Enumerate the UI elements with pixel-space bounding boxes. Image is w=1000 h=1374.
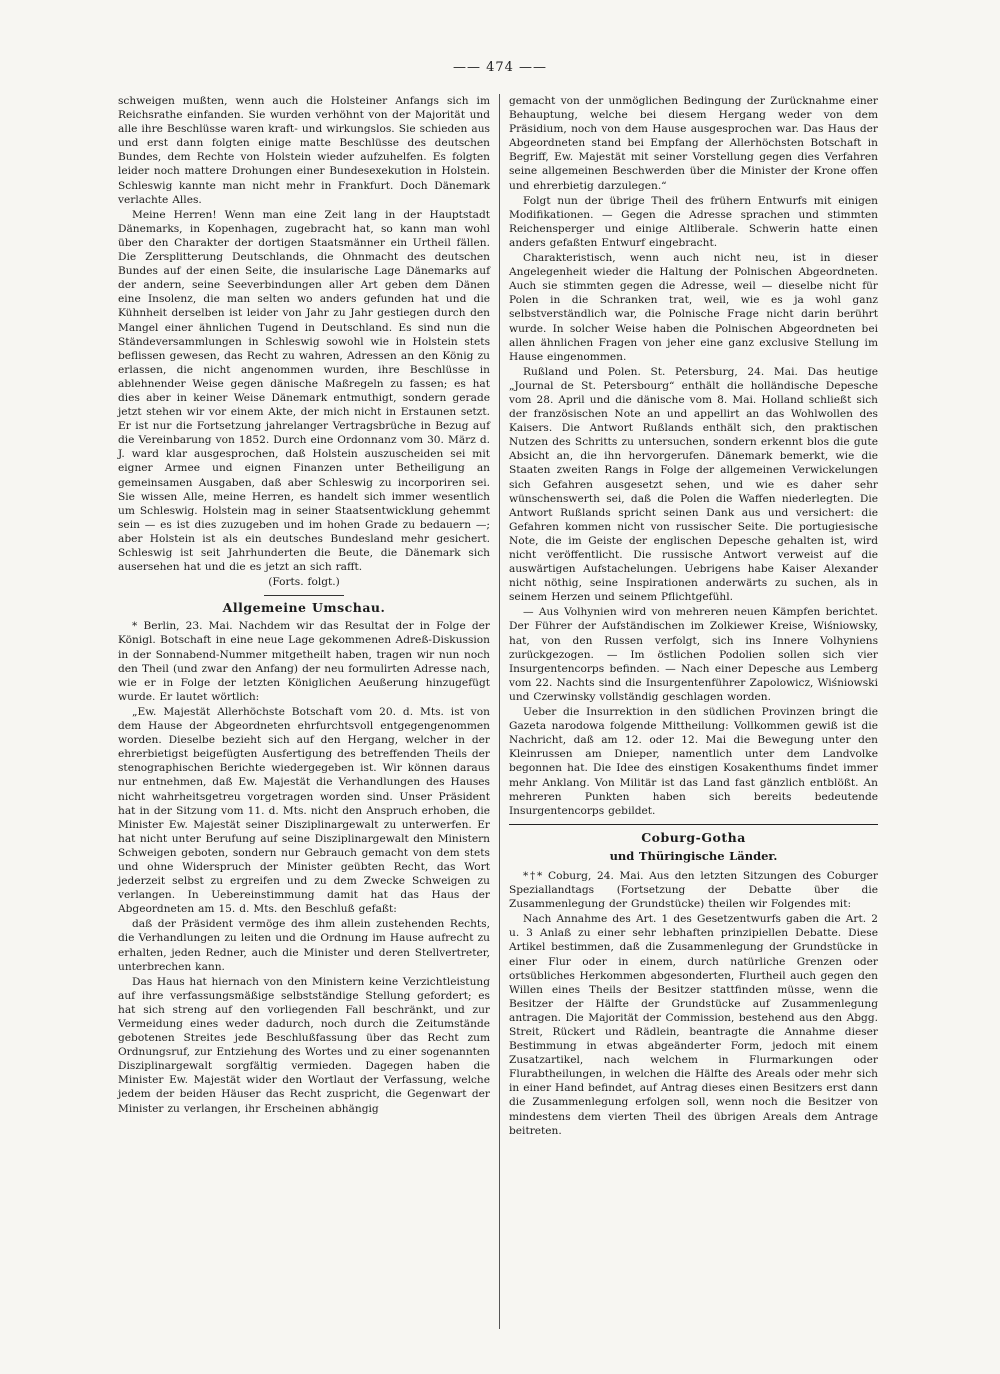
right-paragraph-2: Folgt nun der übrige Theil des frühern Entwurfs mit einigen Modifikationen. — Gegen die Adresse sprachen und stimmten Reichensperger und einige Altliberale. Schwerin hatte einen anders gefaßten Entwurf eingebracht. bbox=[509, 194, 878, 249]
section-subtitle: und Thüringische Länder. bbox=[609, 848, 778, 863]
left-paragraph-berlin: * Berlin, 23. Mai. Nachdem wir das Resultat der in Folge der Königl. Botschaft in eine neue Lage gekommenen Adreß-Diskussion in der Sonnabend-Nummer mitgetheilt haben, tragen wir nun noch den Theil (und zwar den Anfang) der neu formulirten Adresse nach, wie er in Folge der letzten Königlichen Aeußerung hinzugefügt wurde. Er lautet wörtlich: bbox=[118, 620, 490, 703]
column-divider bbox=[499, 94, 500, 1329]
continuation-note: (Forts. folgt.) bbox=[268, 576, 340, 589]
right-paragraph-1: gemacht von der unmöglichen Bedingung der Zurücknahme einer Behauptung, welche bei diesem Hergang weder von dem Präsidium, noch von dem Hause ausgesprochen war. Das Haus der Abgeordneten stand bei Empfang der Allerhöchsten Botschaft in Begriff, Ew. Majestät mit seiner Vorstellung gegen dies Verfahren seine allgemeinen Beschwerden über die Minister der Krone offen und ehrerbietig darzulegen.“ bbox=[509, 95, 878, 192]
right-column bbox=[509, 94, 878, 1354]
section-divider bbox=[509, 824, 878, 825]
left-paragraph-2: Meine Herren! Wenn man eine Zeit lang in der Hauptstadt Dänemarks, in Kopenhagen, zugebracht hat, so kann man wohl über den Charakter der dortigen Staatsmänner ein Urtheil fällen. Die Zersplitterung Deutschlands, die Ohnmacht des deutschen Bundes auf der einen Seite, die insularische Lage Dänemarks auf der andern, seine Seeverbindungen aller Art geben dem Dänen eine Insolenz, die man selten wo anders gefunden hat und die Kühnheit derselben ist leider von Jahr zu Jahr gestiegen durch den Mangel einer ähnlichen Tugend in Deutschland. Es sind nun die Ständeversammlungen in Schleswig sowohl wie in Holstein stets beflissen gewesen, das Recht zu wahren, Adressen an den König zu erlassen, die nicht angenommen wurden, ihre Beschlüsse in ablehnender Weise gegen dänische Maßregeln zu fassen; es hat dies aber in keiner Weise Dänemark entmuthigt, sondern gerade jetzt stehen wir vor einem Akte, der mich nicht in Erstaunen setzt. Er ist nur die Fortsetzung jahrelanger Vertragsbrüche in Bezug auf die Vereinbarung von 1852. Durch eine Ordonnanz vom 30. März d. J. ward klar ausgesprochen, daß Holstein auszuscheiden sei mit eigner Armee und eignen Finanzen unter Betheiligung an gemeinsamen Ausgaben, daß aber Schleswig zu incorporiren sei. Sie wissen Alle, meine Herren, es handelt sich immer wesentlich um Schleswig. Holstein mag in seiner Staatsentwicklung gehemmt sein — es ist dies zuzugeben und im hohen Grade zu bedauern —; aber Holstein ist als ein deutsches Bundesland mehr gesichert. Schleswig ist seit Jahrhunderten die Beute, die Dänemark sich ausersehen hat und die es jetzt an sich rafft. bbox=[118, 208, 490, 574]
left-column bbox=[118, 94, 490, 1329]
left-paragraph-address: „Ew. Majestät Allerhöchste Botschaft vom 20. d. Mts. ist von dem Hause der Abgeordneten ehrfurchtsvoll entgegengenommen worden. Dieselbe bezieht sich auf den Hergang, welcher in der ehrerbietigst beigefügten Ausfertigung des betreffenden Theils der stenographischen Berichte wiedergegeben ist. Wir können daraus nur entnehmen, daß Ew. Majestät die Verhandlungen des Hauses nicht wahrheitsgetreu vorgetragen worden sind. Unser Präsident hat in der Sitzung vom 11. d. Mts. nicht den Anspruch erhoben, die Minister Ew. Majestät seiner Disziplinargewalt zu unterwerfen. Er hat nicht unter Berufung auf seine Disziplinargewalt den Ministern Schweigen geboten, sondern nur Gebrauch gemacht von dem stets und ohne Widerspruch der Minister geübten Recht, das Wort jederzeit selbst zu ergreifen und zu dem Zwecke Schweigen zu verlangen. In Uebereinstimmung damit hat das Haus der Abgeordneten am 15. d. Mts. den Beschluß gefaßt: bbox=[118, 705, 490, 916]
right-paragraph-coburg: *†* Coburg, 24. Mai. Aus den letzten Sitzungen des Coburger Speziallandtags (Fortsetzung der Debatte über die Zusammenlegung der Grundstücke) theilen wir Folgendes mit: bbox=[509, 869, 878, 911]
section-title-allgemeine-umschau: Allgemeine Umschau. bbox=[222, 600, 386, 616]
section-divider bbox=[264, 595, 344, 596]
left-paragraph-1: schweigen mußten, wenn auch die Holsteiner Anfangs sich im Reichsrathe einfanden. Sie wurden verhöhnt von der Majorität und alle ihre Beschlüsse waren kraft- und wirkungslos. Sie schieden aus und erst dann folgten einige matte Beschlüsse des deutschen Bundes, dem Rechte von Holstein wieder aufzuhelfen. Es folgten leider noch mattere Drohungen einer Bundesexekution in Holstein. Schleswig kannte man nicht mehr in Frankfurt. Doch Dänemark verlachte Alles. bbox=[118, 95, 490, 206]
section-title-coburg-gotha: Coburg-Gotha bbox=[641, 829, 746, 845]
right-paragraph-russia: Rußland und Polen. St. Petersburg, 24. Mai. Das heutige „Journal de St. Petersbourg“ enthält die holländische Depesche vom 28. April und die dänische vom 8. Mai. Holland schließt sich der französischen Note an und appellirt an das Wohlwollen des Kaisers. Die Antwort Rußlands enthält sich, den praktischen Nutzen des Schritts zu untersuchen, sondern erkennt blos die gute Absicht an, die ihn hervorgerufen. Dänemark bemerkt, wie die Staaten zweiten Rangs in Folge der allgemeinen Verwickelungen sich Gefahren ausgesetzt sehen, und wie es daher sehr wünschenswerth sei, daß die Polen die Waffen niederlegten. Die Antwort Rußlands spricht seinen Dank aus und versichert: die Gefahren kommen nicht von russischer Seite. Die portugiesische Note, die im Geiste der englischen Depesche gehalten ist, wird nicht veröffentlicht. Die russische Antwort verweist auf die auswärtigen Aufstachelungen. Uebrigens habe Kaiser Alexander nicht nöthig, seine Inspirationen anderwärts zu suchen, als in seinem Herzen und seinem Pflichtgefühl. bbox=[509, 365, 878, 604]
right-paragraph-8: Nach Annahme des Art. 1 des Gesetzentwurfs gaben die Art. 2 u. 3 Anlaß zu einer sehr lebhaften prinzipiellen Debatte. Diese Artikel bestimmen, daß die Zusammenlegung der Grundstücke in einer Flur oder in einem, durch natürliche Grenzen oder ortsübliches Herkommen abgesonderten, Flurtheil auch gegen den Willen eines Theils der Besitzer stattfinden müsse, wenn die Besitzer der Hälfte der Grundstücke auf Zusammenlegung antragen. Die Majorität der Commission, bestehend aus den Abgg. Streit, Rückert und Rädlein, beantragte die Annahme dieser Bestimmung in etwas abgeänderter Form, jedoch mit einem Zusatzartikel, nach welchem in Flurmarkungen oder Flurabtheilungen, in welchen die Hälfte des Areals oder mehr sich in einer Hand befindet, auf Antrag dieses einen Besitzers erst dann die Zusammenlegung erfolgen soll, wenn noch die Besitzer von mindestens dem vierten Theil des übrigen Areals dem Antrage beitreten. bbox=[509, 913, 878, 1137]
left-paragraph-6: Das Haus hat hiernach von den Ministern keine Verzichtleistung auf ihre verfassungsmäßige selbstständige Stellung gefordert; es hat sich streng auf den vorliegenden Fall beschränkt, und zur Vermeidung eines weder dadurch, noch durch die Zeitumstände gebotenen Streites jede Beschlußfassung über das Recht zum Ordnungsruf, zur Entziehung des Wortes und zu einer sogenannten Disziplinargewalt sorgfältig vermieden. Dagegen haben die Minister Ew. Majestät wider den Wortlaut der Verfassung, welche jedem der beiden Häuser das Recht zuspricht, die Gegenwart der Minister zu verlangen, ihr Erscheinen abhängig bbox=[118, 975, 490, 1115]
left-paragraph-resolution: daß der Präsident vermöge des ihm allein zustehenden Rechts, die Verhandlungen zu leiten und die Ordnung im Hause aufrecht zu erhalten, jeden Redner, auch die Minister und deren Stellvertreter, unterbrechen kann. bbox=[118, 918, 490, 973]
page-number: —— 474 —— bbox=[452, 60, 548, 75]
right-paragraph-insurrection: Ueber die Insurrektion in den südlichen Provinzen bringt die Gazeta narodowa folgende Mittheilung: Vollkommen gewiß ist die Nachricht, daß am 12. oder 12. Mai die Bewegung unter den Kleinrussen am Dnieper, namentlich unter dem Landvolke begonnen hat. Die Idee des einstigen Kosakenthums findet immer mehr Anklang. Von Militär ist das Land fast gänzlich entblößt. An mehreren Punkten haben sich bereits bedeutende Insurgentencorps gebildet. bbox=[509, 706, 878, 817]
right-paragraph-volhynia: — Aus Volhynien wird von mehreren neuen Kämpfen berichtet. Der Führer der Aufständischen im Zolkiewer Kreise, Wiśniowsky, hat, von den Russen verfolgt, sich ins Innere Volhyniens zurückgezogen. — Im östlichen Podolien sollen sich vier Insurgentencorps befinden. — Nach einer Depesche aus Lemberg vom 22. Nachts sind die Insurgentenführer Zapolowicz, Wiśniowski und Czerwinsky vollständig geschlagen worden. bbox=[509, 606, 878, 703]
right-paragraph-3: Charakteristisch, wenn auch nicht neu, ist in dieser Angelegenheit wieder die Haltung der Polnischen Abgeordneten. Auch sie stimmten gegen die Adresse, weil — dieselbe nicht für Polen in die Schranken trat, weil, wie es ja wohl ganz selbstverständlich war, die Polnische Frage nicht darin berührt wurde. In solcher Weise haben die Polnischen Abgeordneten bei allen ähnlichen Fragen von jeher eine ganz exclusive Stellung im Hause eingenommen. bbox=[509, 252, 878, 363]
